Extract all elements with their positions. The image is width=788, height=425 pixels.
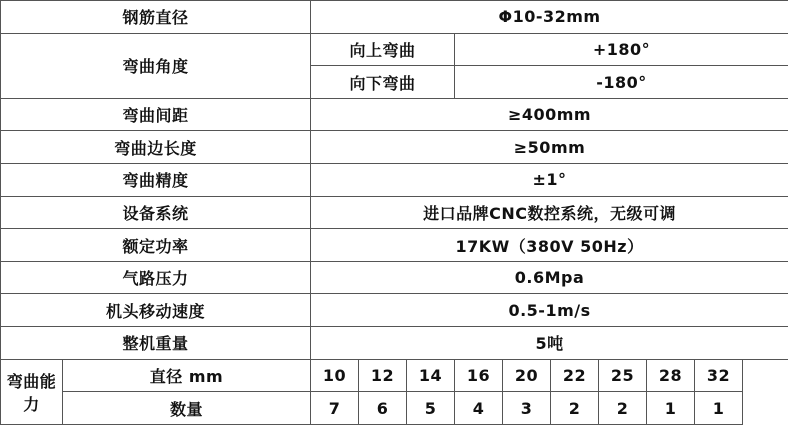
table-row-capacity-diameter: [1, 359, 788, 392]
row-label-bend-spacing: 弯曲间距: [1, 98, 311, 131]
table-row: [1, 327, 788, 360]
capacity-quantity-cell: 2: [551, 392, 599, 425]
capacity-quantity-cell: 1: [695, 392, 743, 425]
sub-value-bend-down: -180°: [455, 66, 788, 99]
row-value-total-weight: 5吨: [311, 327, 788, 360]
row-label-head-speed: 机头移动速度: [1, 294, 311, 327]
capacity-diameter-label: 直径 mm: [63, 359, 311, 392]
row-label-equipment-system: 设备系统: [1, 196, 311, 229]
table-row-capacity-quantity: [1, 392, 788, 425]
table-row: [1, 261, 788, 294]
capacity-quantity-cell: 7: [311, 392, 359, 425]
capacity-quantity-label: 数量: [63, 392, 311, 425]
capacity-quantity-cell: 1: [647, 392, 695, 425]
row-value-steel-diameter: Φ10-32mm: [311, 1, 788, 34]
row-value-bend-side-length: ≥50mm: [311, 131, 788, 164]
capacity-diameter-cell: 16: [455, 359, 503, 392]
capacity-diameter-cell: 12: [359, 359, 407, 392]
sub-label-bend-up: 向上弯曲: [311, 33, 455, 66]
capacity-diameter-cell: 28: [647, 359, 695, 392]
capacity-quantity-cell: 3: [503, 392, 551, 425]
capacity-quantity-cell: 2: [599, 392, 647, 425]
capacity-quantity-cell: 4: [455, 392, 503, 425]
capacity-diameter-cell: 25: [599, 359, 647, 392]
table-row: [1, 164, 788, 197]
row-label-air-pressure: 气路压力: [1, 261, 311, 294]
row-value-bend-accuracy: ±1°: [311, 164, 788, 197]
row-label-total-weight: 整机重量: [1, 327, 311, 360]
table-row: [1, 1, 788, 34]
row-value-bend-spacing: ≥400mm: [311, 98, 788, 131]
capacity-quantity-cell: 5: [407, 392, 455, 425]
table-row: [1, 33, 788, 66]
capacity-diameter-cell: 14: [407, 359, 455, 392]
row-label-bend-capacity: 弯曲能力: [1, 359, 63, 424]
row-value-head-speed: 0.5-1m/s: [311, 294, 788, 327]
row-label-bend-angle: 弯曲角度: [1, 33, 311, 98]
row-label-steel-diameter: 钢筋直径: [1, 1, 311, 34]
capacity-quantity-cell: 6: [359, 392, 407, 425]
table-row: [1, 196, 788, 229]
row-value-air-pressure: 0.6Mpa: [311, 261, 788, 294]
sub-label-bend-down: 向下弯曲: [311, 66, 455, 99]
row-label-bend-side-length: 弯曲边长度: [1, 131, 311, 164]
row-label-rated-power: 额定功率: [1, 229, 311, 262]
table-row: [1, 229, 788, 262]
capacity-diameter-cell: 22: [551, 359, 599, 392]
table-row: [1, 98, 788, 131]
row-value-rated-power: 17KW（380V 50Hz）: [311, 229, 788, 262]
capacity-diameter-cell: 10: [311, 359, 359, 392]
row-value-equipment-system: 进口品牌CNC数控系统，无级可调: [311, 196, 788, 229]
table-row: [1, 131, 788, 164]
capacity-diameter-cell: 32: [695, 359, 743, 392]
table-row: [1, 294, 788, 327]
sub-value-bend-up: +180°: [455, 33, 788, 66]
capacity-diameter-cell: 20: [503, 359, 551, 392]
row-label-bend-accuracy: 弯曲精度: [1, 164, 311, 197]
